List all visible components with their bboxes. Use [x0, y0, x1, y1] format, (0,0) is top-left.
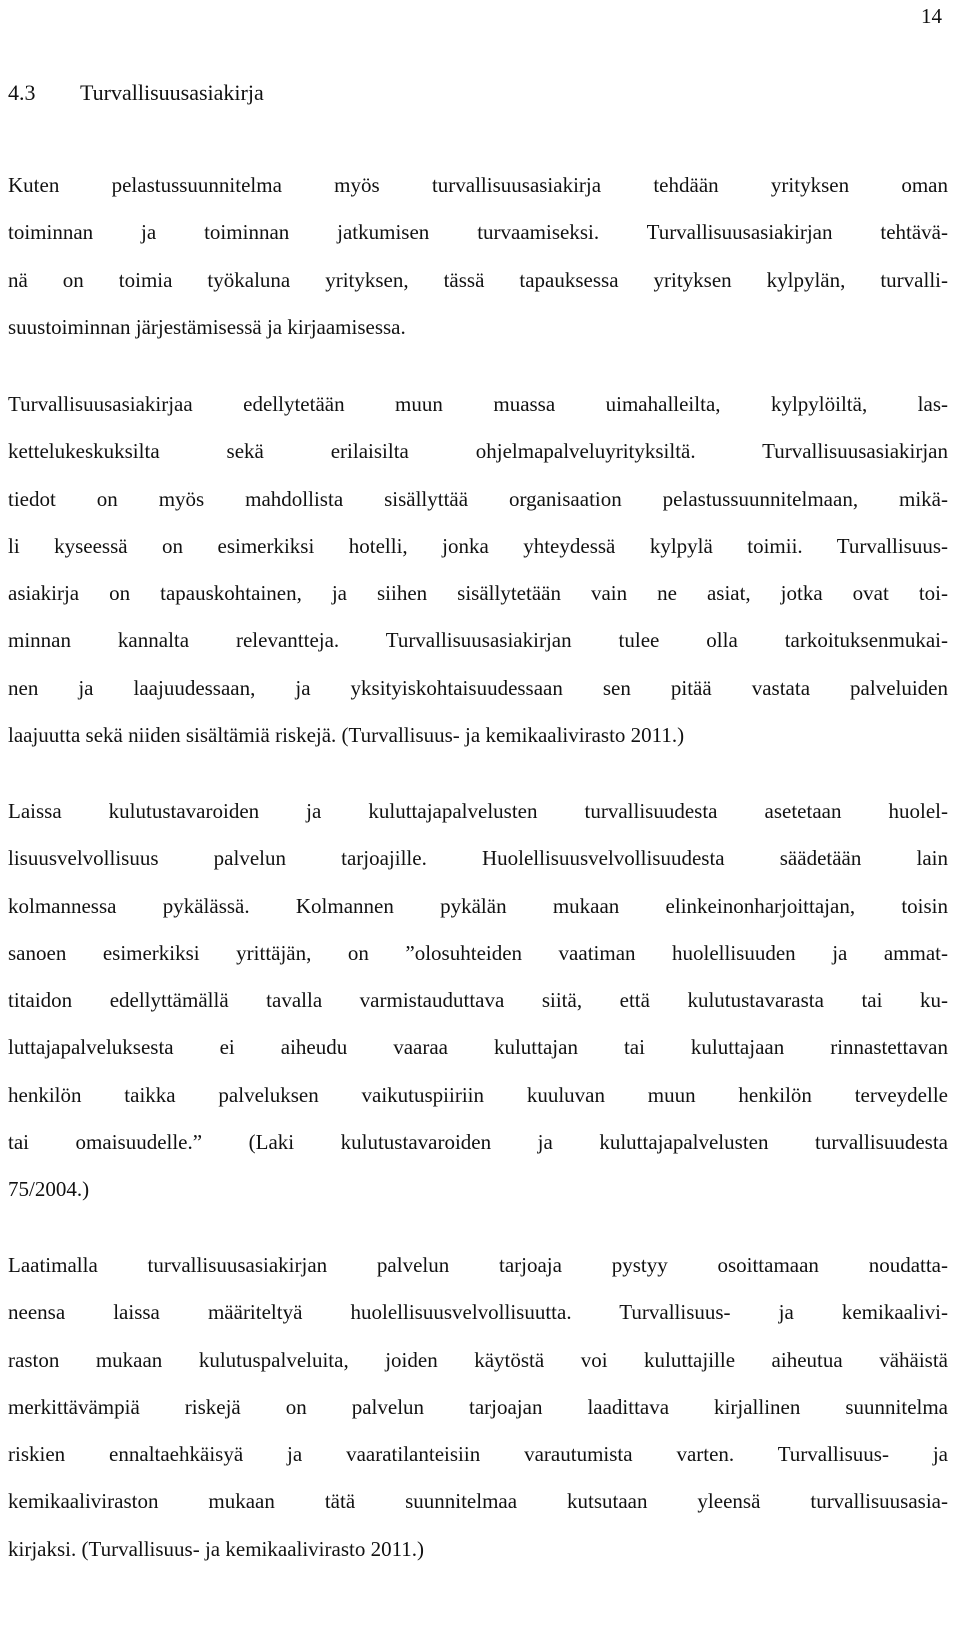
- paragraph-line: kettelukeskuksilta sekä erilaisilta ohjelmapalveluyrityksiltä. Turvallisuusasiakirjan: [8, 439, 948, 464]
- paragraph-line: nä on toimia työkaluna yrityksen, tässä tapauksessa yrityksen kylpylän, turvalli-: [8, 267, 948, 292]
- paragraph-line: henkilön taikka palveluksen vaikutuspiiriin kuuluvan muun henkilön terveydelle: [8, 1082, 948, 1107]
- paragraph-line: laajuutta sekä niiden sisältämiä riskejä. (Turvallisuus- ja kemikaalivirasto 2011.): [8, 723, 685, 748]
- paragraph-line: nen ja laajuudessaan, ja yksityiskohtaisuudessaan sen pitää vastata palveluiden: [8, 675, 948, 700]
- paragraph-line: toiminnan ja toiminnan jatkumisen turvaamiseksi. Turvallisuusasiakirjan tehtävä-: [8, 220, 948, 245]
- paragraph-line: kolmannessa pykälässä. Kolmannen pykälän mukaan elinkeinonharjoittajan, toisin: [8, 893, 948, 918]
- paragraph-line: luttajapalveluksesta ei aiheudu vaaraa kuluttajan tai kuluttajaan rinnastettavan: [8, 1035, 948, 1060]
- paragraph-1: [8, 162, 948, 351]
- paragraph-line: kemikaaliviraston mukaan tätä suunnitelmaa kutsutaan yleensä turvallisuusasia-: [8, 1489, 948, 1514]
- section-number: 4.3: [8, 80, 36, 105]
- paragraph-line: suustoiminnan järjestämisessä ja kirjaamisessa.: [8, 314, 406, 339]
- paragraph-line: tai omaisuudelle.” (Laki kulutustavaroiden ja kuluttajapalvelusten turvallisuudesta: [8, 1130, 948, 1155]
- paragraph-line: Turvallisuusasiakirjaa edellytetään muun muassa uimahalleilta, kylpylöiltä, las-: [8, 392, 948, 416]
- paragraph-line: Kuten pelastussuunnitelma myös turvallisuusasiakirja tehdään yrityksen oman: [8, 173, 948, 197]
- paragraph-line: minnan kannalta relevantteja. Turvallisuusasiakirjan tulee olla tarkoituksenmukai-: [8, 628, 948, 653]
- section-heading: [8, 80, 264, 106]
- paragraph-line: tiedot on myös mahdollista sisällyttää organisaation pelastussuunnitelmaan, mikä-: [8, 486, 948, 511]
- page-number: 14: [921, 4, 942, 28]
- paragraph-line: li kyseessä on esimerkiksi hotelli, jonka yhteydessä kylpylä toimii. Turvallisuus-: [8, 533, 948, 558]
- paragraph-line: 75/2004.): [8, 1177, 90, 1202]
- paragraph-line: asiakirja on tapauskohtainen, ja siihen sisällytetään vain ne asiat, jotka ovat toi-: [8, 581, 948, 606]
- paragraph-line: Laatimalla turvallisuusasiakirjan palvelun tarjoaja pystyy osoittamaan noudatta-: [8, 1253, 948, 1277]
- paragraph-line: merkittävämpiä riskejä on palvelun tarjoajan laadittava kirjallinen suunnitelma: [8, 1394, 948, 1419]
- paragraph-line: neensa laissa määriteltyä huolellisuusvelvollisuutta. Turvallisuus- ja kemikaalivi-: [8, 1300, 948, 1325]
- paragraph-line: raston mukaan kulutuspalveluita, joiden käytöstä voi kuluttajille aiheutua vähäistä: [8, 1347, 948, 1372]
- paragraph-line: sanoen esimerkiksi yrittäjän, on ”olosuhteiden vaatiman huolellisuuden ja ammat-: [8, 940, 948, 965]
- paragraph-3: [8, 788, 948, 1214]
- paragraph-line: lisuusvelvollisuus palvelun tarjoajille. Huolellisuusvelvollisuudesta säädetään lain: [8, 846, 948, 871]
- paragraph-2: [8, 381, 948, 759]
- paragraph-line: riskien ennaltaehkäisyä ja vaaratilanteisiin varautumista varten. Turvallisuus- ja: [8, 1442, 948, 1467]
- paragraph-4: [8, 1242, 948, 1573]
- paragraph-line: kirjaksi. (Turvallisuus- ja kemikaalivirasto 2011.): [8, 1536, 425, 1561]
- paragraph-line: titaidon edellyttämällä tavalla varmistauduttava siitä, että kulutustavarasta tai ku-: [8, 988, 948, 1013]
- paragraph-line: Laissa kulutustavaroiden ja kuluttajapalvelusten turvallisuudesta asetetaan huolel-: [8, 799, 948, 823]
- section-title: Turvallisuusasiakirja: [80, 80, 264, 105]
